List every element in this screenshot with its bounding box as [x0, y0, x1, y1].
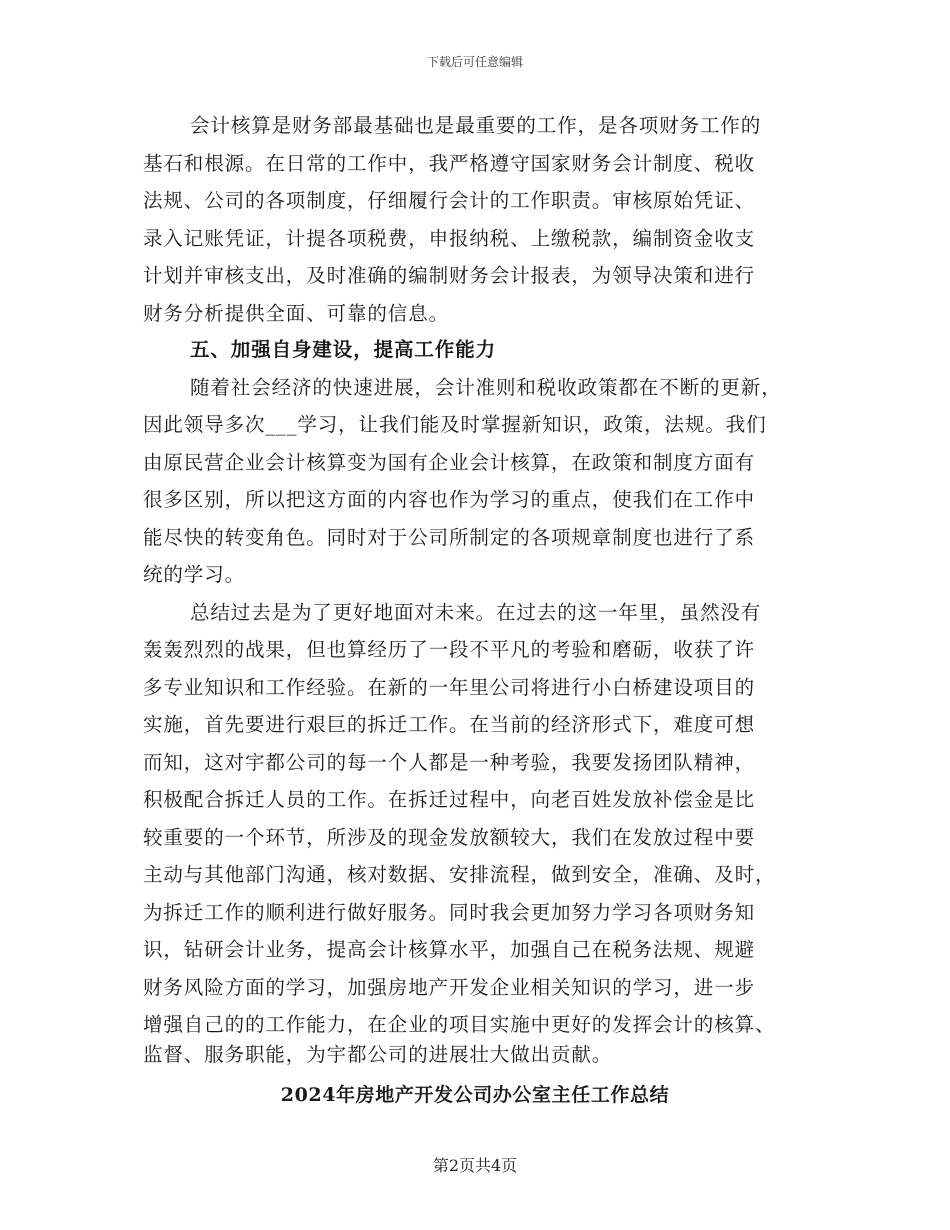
- paragraph-line: 而知，这对宇都公司的每一个人都是一种考验，我要发扬团队精神，: [143, 751, 756, 774]
- page-number: 第2页共4页: [432, 1156, 518, 1175]
- paragraph-line: 识，钻研会计业务，提高会计核算水平，加强自己在税务法规、规避: [143, 938, 756, 961]
- paragraph-line: 为拆迁工作的顺利进行做好服务。同时我会更加努力学习各项财务知: [143, 901, 756, 924]
- paragraph-line: 积极配合拆迁人员的工作。在拆迁过程中，向老百姓发放补偿金是比: [143, 788, 756, 811]
- next-document-title: 2024年房地产开发公司办公室主任工作总结: [280, 1084, 670, 1106]
- paragraph-line: 基石和根源。在日常的工作中，我严格遵守国家财务会计制度、税收: [143, 152, 756, 175]
- page-header: 下载后可任意编辑: [426, 55, 523, 69]
- paragraph-line: 主动与其他部门沟通，核对数据、安排流程，做到安全，准确、及时，: [143, 863, 776, 886]
- paragraph-line: 轰轰烈烈的战果，但也算经历了一段不平凡的考验和磨砺，收获了许: [143, 638, 756, 661]
- paragraph-line: 很多区别，所以把这方面的内容也作为学习的重点，使我们在工作中: [143, 488, 756, 511]
- paragraph-line: 财务风险方面的学习，加强房地产开发企业相关知识的学习，进一步: [143, 976, 756, 999]
- paragraph-line: 增强自己的的工作能力，在企业的项目实施中更好的发挥会计的核算、: [143, 1013, 776, 1036]
- paragraph-line: 法规、公司的各项制度，仔细履行会计的工作职责。审核原始凭证、: [143, 189, 756, 212]
- paragraph-line: 由原民营企业会计核算变为国有企业会计核算，在政策和制度方面有: [143, 451, 756, 474]
- paragraph-line: 因此领导多次___学习，让我们能及时掌握新知识，政策，法规。我们: [143, 413, 767, 436]
- paragraph-line: 较重要的一个环节，所涉及的现金发放额较大，我们在发放过程中要: [143, 826, 756, 849]
- paragraph-line: 计划并审核支出，及时准确的编制财务会计报表，为领导决策和进行: [143, 264, 756, 287]
- paragraph-line: 能尽快的转变角色。同时对于公司所制定的各项规章制度也进行了系: [143, 526, 756, 549]
- paragraph-line: 录入记账凭证，计提各项税费，申报纳税、上缴税款，编制资金收支: [143, 227, 756, 250]
- paragraph-line: 统的学习。: [143, 563, 246, 586]
- paragraph-line: 总结过去是为了更好地面对未来。在过去的这一年里，虽然没有: [190, 601, 762, 624]
- section-heading: 五、加强自身建设，提高工作能力: [190, 338, 497, 361]
- paragraph-line: 财务分析提供全面、可靠的信息。: [143, 302, 450, 325]
- paragraph-line: 多专业知识和工作经验。在新的一年里公司将进行小白桥建设项目的: [143, 676, 756, 699]
- paragraph-line: 监督、服务职能，为宇都公司的进展壮大做出贡献。: [143, 1043, 613, 1066]
- paragraph-line: 随着社会经济的快速进展，会计准则和税收政策都在不断的更新，: [190, 376, 782, 399]
- paragraph-line: 会计核算是财务部最基础也是最重要的工作，是各项财务工作的: [190, 114, 762, 137]
- paragraph-line: 实施，首先要进行艰巨的拆迁工作。在当前的经济形式下，难度可想: [143, 713, 756, 736]
